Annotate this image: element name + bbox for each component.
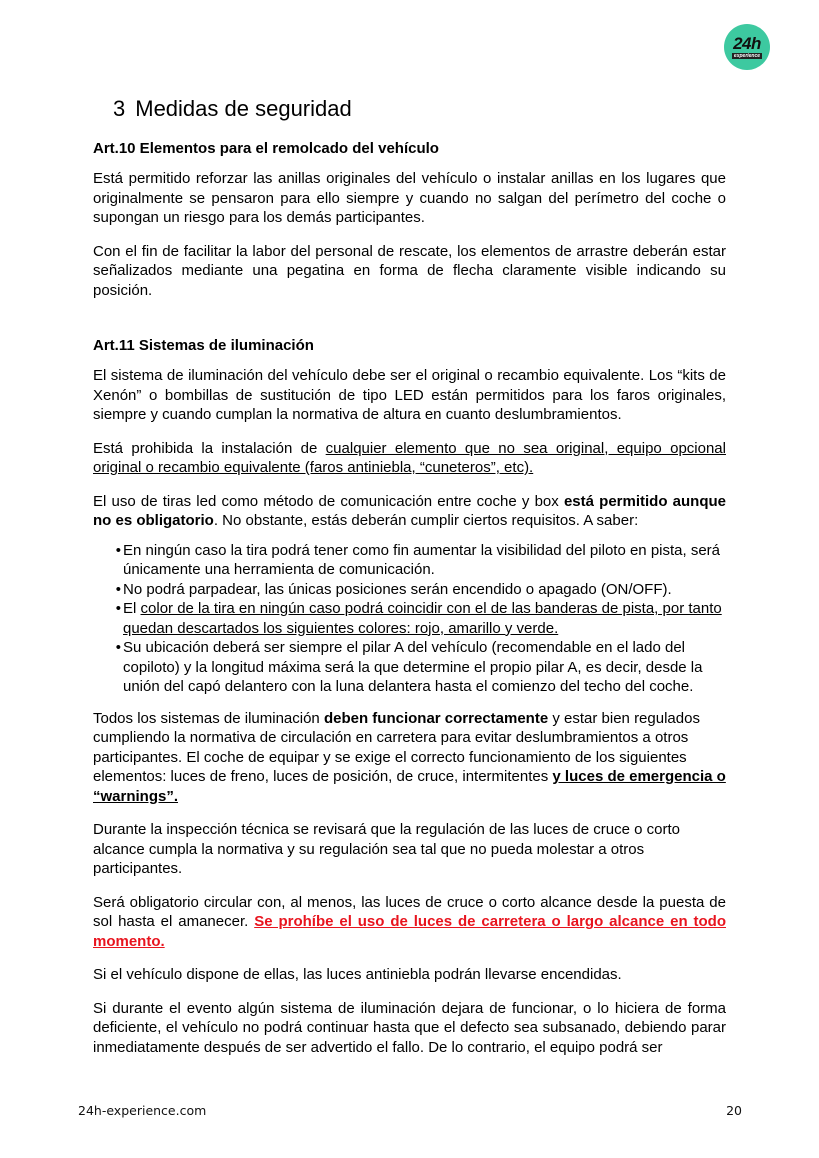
art10-paragraph-1: Está permitido reforzar las anillas originales del vehículo o instalar anillas en los lugares que originalmente se pensaron para ello siempre y cuando no salgan del perímetro del coche o supongan un riesgo para los demás participantes. [93, 170, 726, 226]
footer-page-number: 20 [726, 1103, 742, 1118]
art11-p3-text-end: . No obstante, estás deberán cumplir ciertos requisitos. A saber: [213, 512, 639, 529]
art11-heading: Art.11 Sistemas de iluminación [93, 337, 314, 354]
art11-p4-text: Todos los sistemas de iluminación [93, 709, 324, 727]
art11-p4-text-mid: y estar bien regulados cumpliendo la normativa de circulación en carretera para evitar deslumbramientos a otros participantes. El coche de equipar y se exige el correcto funcionamiento de los siguientes elementos: luces de freno, luces de posición, de cruce, intermitentes [93, 709, 700, 785]
list-item-text: No podrá parpadear, las únicas posiciones serán encendido o apagado (ON/OFF). [123, 580, 672, 598]
art11-p4-bold: deben funcionar correctamente [323, 709, 549, 727]
section-spacer [93, 314, 726, 336]
brand-logo [724, 24, 770, 70]
logo-sub-text: experience [733, 52, 761, 59]
list-item-underlined: color de la tira en ningún caso podrá coincidir con el de las banderas de pista, por tanto quedan descartados los siguientes colores: rojo, amarillo y verde. [123, 600, 722, 637]
list-item [93, 599, 726, 638]
art11-paragraph-6 [93, 893, 726, 952]
art11-p6-text: Será obligatorio circular con, al menos, las luces de cruce o corto alcance desde la puesta de sol hasta el amanecer. [93, 893, 726, 930]
led-requirements-list [93, 541, 726, 697]
art10-heading: Art.10 Elementos para el remolcado del vehículo [93, 140, 439, 157]
art11-p2-underlined: cualquier elemento que no sea original, equipo opcional original o recambio equivalente (faros antiniebla, “cuneteros”, etc). [93, 439, 726, 476]
art11-paragraph-7: Si el vehículo dispone de ellas, las luces antiniebla podrán llevarse encendidas. [93, 966, 622, 983]
list-item [93, 541, 726, 580]
art11-paragraph-1: El sistema de iluminación del vehículo debe ser el original o recambio equivalente. Los “kits de Xenón” o bombillas de sustitución de tipo LED están permitidos para los faros originales, siempre y cuando cumplan la normativa de altura en cuanto deslumbramientos. [93, 367, 726, 423]
list-item [93, 638, 726, 697]
art11-paragraph-3 [93, 492, 726, 531]
art11-p3-text: El uso de tiras led como método de comunicación entre coche y box [93, 492, 564, 510]
document-body [93, 94, 726, 1071]
art10-paragraph-2: Con el fin de facilitar la labor del personal de rescate, los elementos de arrastre deberán estar señalizados mediante una pegatina en forma de flecha claramente visible indicando su posición. [93, 242, 726, 299]
art11-paragraph-5: Durante la inspección técnica se revisará que la regulación de las luces de cruce o corto alcance cumpla la normativa y su regulación sea tal que no pueda molestar a otros participantes. [93, 821, 680, 877]
footer-site: 24h-experience.com [78, 1103, 207, 1118]
art11-paragraph-2 [93, 439, 726, 478]
art11-paragraph-4 [93, 709, 726, 807]
art11-p2-text: Está prohibida la instalación de [93, 439, 326, 457]
art11-paragraph-8: Si durante el evento algún sistema de iluminación dejara de funcionar, o lo hiciera de forma deficiente, el vehículo no podrá continuar hasta que el defecto sea subsanado, debiendo parar inmediatamente después de ser advertido el fallo. De lo contrario, el equipo podrá ser [93, 999, 726, 1056]
list-item-text: Su ubicación deberá ser siempre el pilar A del vehículo (recomendable en el lado del copiloto) y la longitud máxima será la que determine el propio pilar A, es decir, desde la unión del capó delantero con la luna delantera hasta el comienzo del techo del coche. [123, 639, 703, 695]
list-item [93, 580, 726, 600]
art11-p6-warning: Se prohíbe el uso de luces de carretera o largo alcance en todo momento. [93, 913, 726, 950]
list-item-text: En ningún caso la tira podrá tener como fin aumentar la visibilidad del piloto en pista, será únicamente una herramienta de comunicación. [123, 541, 721, 578]
section-number: 3 [113, 96, 126, 121]
logo-main-text: 24h [733, 33, 761, 53]
art11-p4-bold-underlined: y luces de emergencia o “warnings”. [93, 768, 726, 805]
art11-p3-bold: está permitido aunque no es obligatorio [93, 492, 727, 529]
list-item-text: El [123, 600, 141, 617]
section-heading [113, 94, 726, 124]
section-title: Medidas de seguridad [135, 96, 352, 121]
